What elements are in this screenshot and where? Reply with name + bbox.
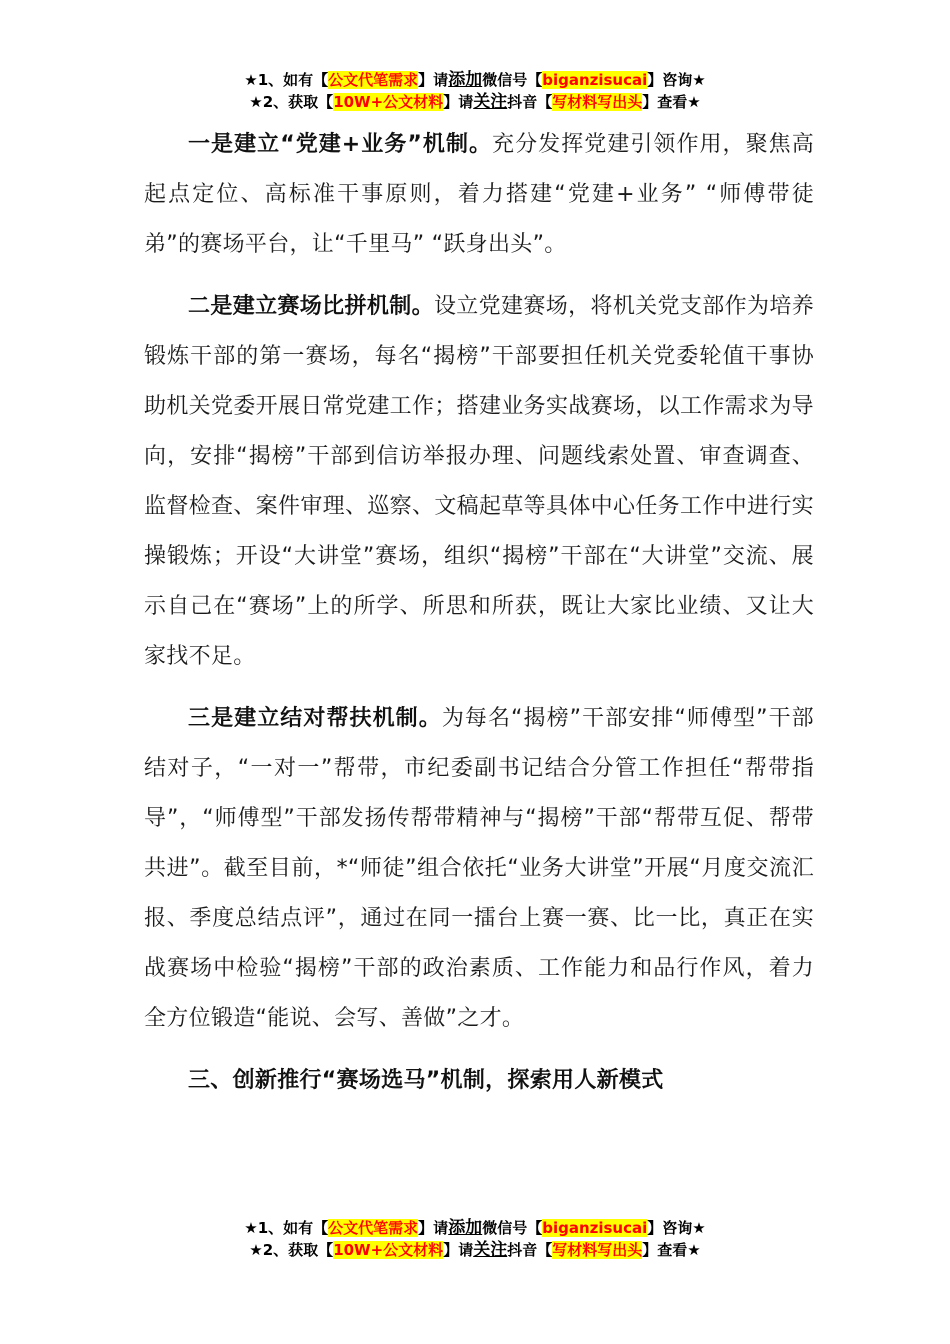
wechat-id-highlight: biganzisucai bbox=[542, 1219, 648, 1237]
document-body bbox=[144, 120, 814, 1106]
banner-text: 】查看★ bbox=[642, 1241, 701, 1259]
douyin-id-highlight: 写材料写出头 bbox=[552, 93, 643, 111]
banner-text: ★1、如有【 bbox=[244, 71, 329, 89]
paragraph-lead: 一是建立“党建+业务”机制。 bbox=[188, 132, 493, 157]
banner-text: 】请 bbox=[443, 93, 474, 111]
banner-text: ★2、获取【 bbox=[249, 1241, 334, 1259]
banner-text: 】请 bbox=[418, 71, 449, 89]
highlight-text: 公文代笔需求 bbox=[328, 71, 419, 89]
underlined-text: 添加 bbox=[448, 70, 483, 90]
banner-text: 微信号【 bbox=[482, 71, 543, 89]
banner-text: ★2、获取【 bbox=[249, 93, 334, 111]
highlight-text: 公文代笔需求 bbox=[328, 1219, 419, 1237]
footer-banner bbox=[0, 1217, 950, 1261]
paragraph-lead: 三是建立结对帮扶机制。 bbox=[188, 706, 442, 731]
highlight-text: 10W+公文材料 bbox=[333, 93, 444, 111]
paragraph-lead: 二是建立赛场比拼机制。 bbox=[188, 294, 434, 319]
wechat-id-highlight: biganzisucai bbox=[542, 71, 648, 89]
banner-line-2 bbox=[0, 1239, 950, 1261]
paragraph-text: 充分发挥党建引领作用，聚焦高起点定位、高标准干事原则，着力搭建“党建+业务” “师傅带徒弟”的赛场平台，让“千里马” “跃身出头”。 bbox=[144, 132, 814, 257]
underlined-text: 关注 bbox=[473, 1240, 508, 1260]
paragraph-3 bbox=[144, 694, 814, 1044]
paragraph-1 bbox=[144, 120, 814, 270]
underlined-text: 关注 bbox=[473, 92, 508, 112]
banner-text: 】查看★ bbox=[642, 93, 701, 111]
banner-text: 】请 bbox=[418, 1219, 449, 1237]
underlined-text: 添加 bbox=[448, 1218, 483, 1238]
banner-line-2 bbox=[0, 91, 950, 113]
banner-line-1 bbox=[0, 1217, 950, 1239]
banner-text: 微信号【 bbox=[482, 1219, 543, 1237]
banner-text: 】请 bbox=[443, 1241, 474, 1259]
paragraph-text: 设立党建赛场，将机关党支部作为培养锻炼干部的第一赛场，每名“揭榜”干部要担任机关党委轮值干事协助机关党委开展日常党建工作；搭建业务实战赛场，以工作需求为导向，安排“揭榜”干部到信访举报办理、问题线索处置、审查调查、监督检查、案件审理、巡察、文稿起草等具体中心任务工作中进行实操锻炼；开设“大讲堂”赛场，组织“揭榜”干部在“大讲堂”交流、展示自己在“赛场”上的所学、所思和所获，既让大家比业绩、又让大家找不足。 bbox=[144, 294, 814, 669]
banner-text: 抖音【 bbox=[507, 93, 553, 111]
paragraph-2 bbox=[144, 282, 814, 682]
banner-text: ★1、如有【 bbox=[244, 1219, 329, 1237]
paragraph-text: 为每名“揭榜”干部安排“师傅型”干部结对子，“一对一”帮带，市纪委副书记结合分管工作担任“帮带指导”，“师傅型”干部发扬传帮带精神与“揭榜”干部“帮带互促、帮带共进”。截至目前，*“师徒”组合依托“业务大讲堂”开展“月度交流汇报、季度总结点评”，通过在同一擂台上赛一赛、比一比，真正在实战赛场中检验“揭榜”干部的政治素质、工作能力和品行作风，着力全方位锻造“能说、会写、善做”之才。 bbox=[144, 706, 814, 1031]
banner-text: 抖音【 bbox=[507, 1241, 553, 1259]
douyin-id-highlight: 写材料写出头 bbox=[552, 1241, 643, 1259]
banner-line-1 bbox=[0, 69, 950, 91]
banner-text: 】咨询★ bbox=[647, 71, 706, 89]
header-banner bbox=[0, 69, 950, 113]
highlight-text: 10W+公文材料 bbox=[333, 1241, 444, 1259]
banner-text: 】咨询★ bbox=[647, 1219, 706, 1237]
section-heading: 三、创新推行“赛场选马”机制，探索用人新模式 bbox=[188, 1068, 664, 1093]
